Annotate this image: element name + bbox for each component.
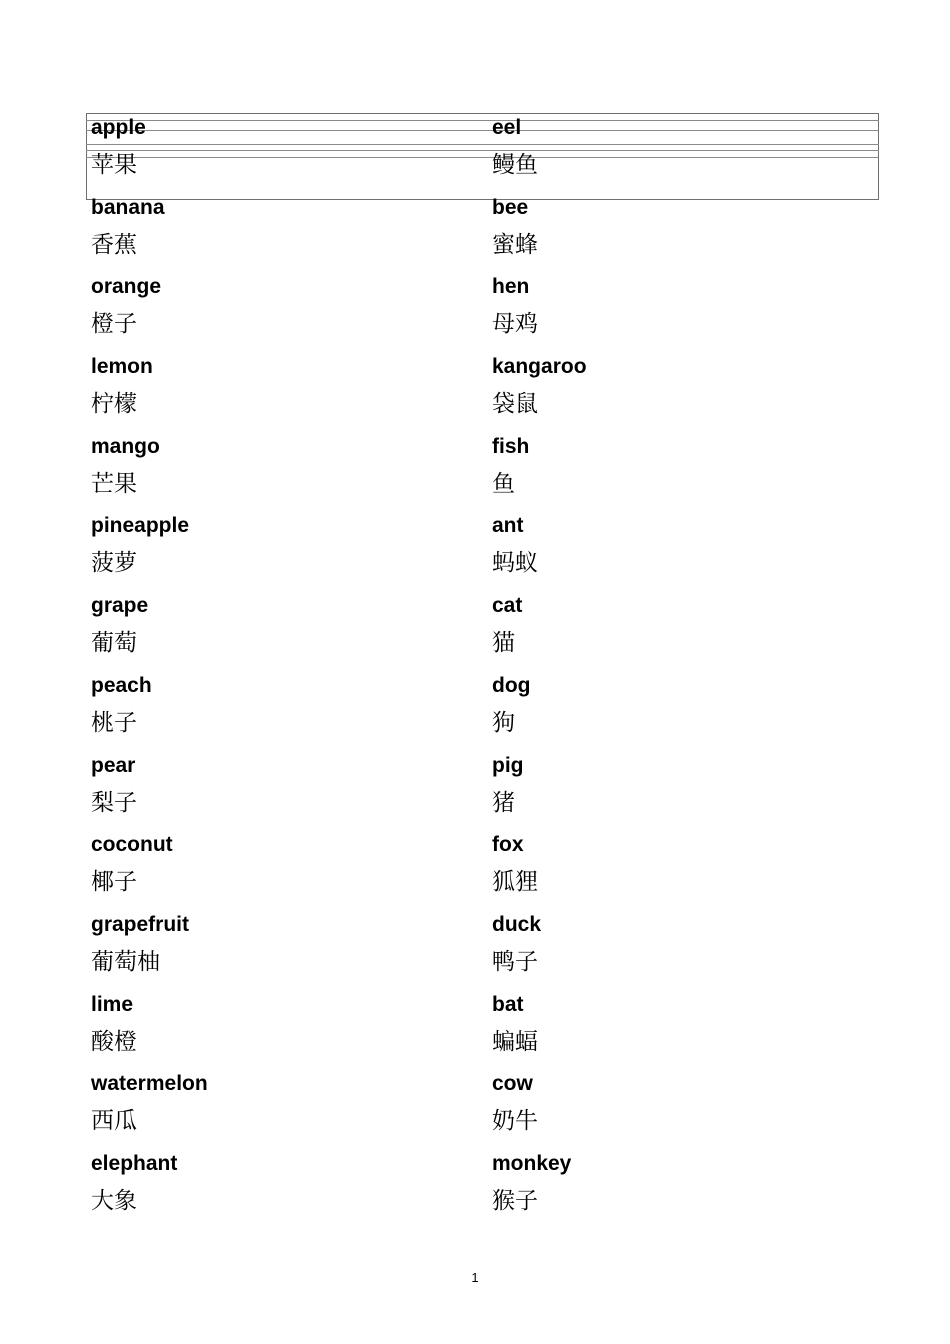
vocabulary-list (91, 113, 881, 1229)
animal-chinese-word: 猫 (492, 630, 515, 657)
fruit-chinese-word: 香蕉 (91, 231, 137, 258)
animal-chinese-word: 袋鼠 (492, 391, 538, 418)
animal-english-word: monkey (492, 1151, 572, 1175)
fruit-chinese-word: 菠萝 (91, 550, 137, 577)
fruit-chinese-word: 西瓜 (91, 1108, 137, 1135)
fruit-chinese-word: 椰子 (91, 869, 137, 896)
vocab-row (91, 272, 881, 352)
fruit-chinese-word: 大象 (91, 1187, 137, 1214)
animal-chinese-word: 鸭子 (492, 948, 538, 975)
animal-chinese-word: 母鸡 (492, 311, 538, 338)
animal-english-word: hen (492, 275, 530, 299)
fruit-english-word: watermelon (91, 1072, 208, 1096)
fruit-chinese-word: 柠檬 (91, 391, 137, 418)
animal-chinese-word: 蝙蝠 (492, 1028, 538, 1055)
fruit-english-word: banana (91, 195, 165, 219)
vocab-row (91, 193, 881, 273)
animal-english-word: duck (492, 912, 542, 936)
fruit-chinese-word: 芒果 (91, 470, 137, 497)
fruit-english-word: peach (91, 673, 152, 697)
animal-chinese-word: 鳗鱼 (492, 152, 538, 178)
animal-chinese-word: 奶牛 (492, 1108, 538, 1135)
vocab-row (91, 830, 881, 910)
fruit-chinese-word: 桃子 (91, 709, 137, 736)
animal-english-word: bat (492, 992, 524, 1016)
vocab-row (91, 591, 881, 671)
animal-english-word: cow (492, 1072, 533, 1096)
fruit-english-word: coconut (91, 833, 173, 857)
page-number: 1 (471, 1270, 479, 1285)
fruit-english-word: lime (91, 992, 134, 1016)
fruit-english-word: pineapple (91, 514, 190, 538)
animal-english-word: dog (492, 673, 531, 697)
vocab-row (91, 432, 881, 512)
animal-english-word: ant (492, 514, 524, 538)
fruit-english-word: mango (91, 434, 160, 458)
fruit-chinese-word: 苹果 (91, 152, 137, 178)
animal-english-word: cat (492, 594, 523, 618)
vocab-row (91, 352, 881, 432)
animal-english-word: fox (492, 833, 524, 857)
fruit-chinese-word: 葡萄 (91, 630, 137, 657)
animal-chinese-word: 猪 (492, 789, 515, 816)
fruit-english-word: grape (91, 594, 149, 618)
fruit-english-word: lemon (91, 355, 153, 379)
fruit-english-word: grapefruit (91, 912, 190, 936)
vocab-row (91, 1069, 881, 1149)
animal-chinese-word: 狗 (492, 709, 515, 736)
vocab-row (91, 511, 881, 591)
vocab-row (91, 1149, 881, 1229)
animal-chinese-word: 蚂蚁 (492, 550, 538, 577)
vocab-row (91, 113, 881, 193)
fruit-english-word: apple (91, 116, 146, 139)
animal-english-word: kangaroo (492, 355, 587, 379)
fruit-english-word: orange (91, 275, 162, 299)
vocab-row (91, 990, 881, 1070)
fruit-chinese-word: 梨子 (91, 789, 137, 816)
animal-chinese-word: 蜜蜂 (492, 231, 538, 258)
animal-english-word: pig (492, 753, 524, 777)
fruit-chinese-word: 酸橙 (91, 1028, 137, 1055)
animal-chinese-word: 鱼 (492, 470, 515, 497)
animal-english-word: eel (492, 116, 522, 139)
animal-english-word: fish (492, 434, 530, 458)
fruit-chinese-word: 葡萄柚 (91, 948, 160, 975)
animal-chinese-word: 狐狸 (492, 869, 538, 896)
fruit-english-word: elephant (91, 1151, 178, 1175)
vocab-row (91, 910, 881, 990)
fruit-english-word: pear (91, 753, 136, 777)
animal-english-word: bee (492, 195, 529, 219)
animal-chinese-word: 猴子 (492, 1187, 538, 1214)
vocab-row (91, 751, 881, 831)
vocab-row (91, 671, 881, 751)
fruit-chinese-word: 橙子 (91, 311, 137, 338)
